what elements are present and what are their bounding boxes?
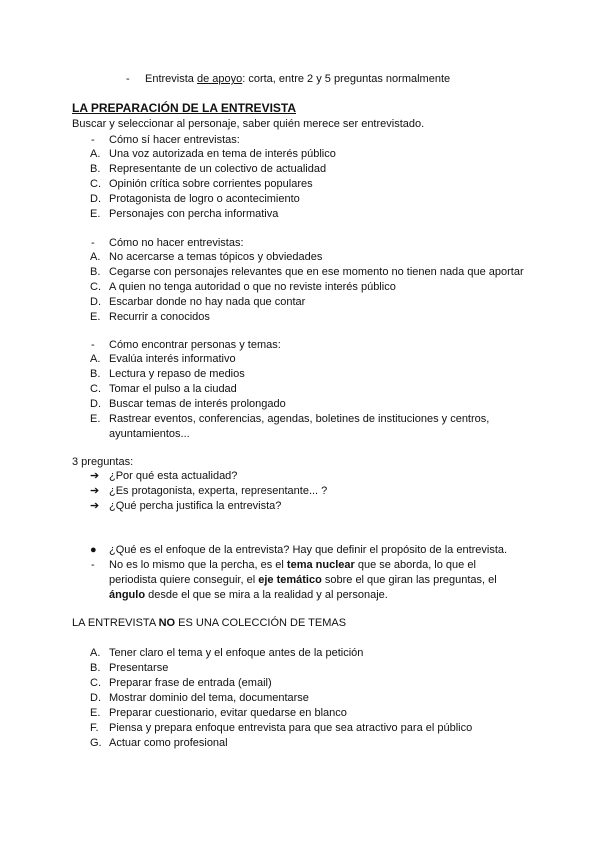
list-item: Lectura y repaso de medios xyxy=(109,368,245,380)
list-marker: ➔ xyxy=(90,470,100,482)
list-item: Tener claro el tema y el enfoque antes de la petición xyxy=(109,647,364,659)
list-item: No acercarse a temas tópicos y obviedades xyxy=(109,251,323,263)
focus-line-1: No es lo mismo que la percha, es el tema nuclear que se aborda, lo que el xyxy=(109,559,476,571)
list-item: Preparar cuestionario, evitar quedarse en blanco xyxy=(109,707,347,719)
list-marker: A. xyxy=(90,647,101,659)
focus-line-2: periodista quiere conseguir, el eje temático sobre el que giran las preguntas, el xyxy=(109,574,497,586)
list-marker: E. xyxy=(90,208,101,220)
list-item: Piensa y prepara enfoque entrevista para que sea atractivo para el público xyxy=(109,722,473,734)
list-marker: A. xyxy=(90,251,101,263)
list-marker: B. xyxy=(90,368,101,380)
how-not-header: Cómo no hacer entrevistas: xyxy=(109,237,244,249)
list-marker: C. xyxy=(90,677,101,689)
list-marker: E. xyxy=(90,311,101,323)
list-marker: - xyxy=(91,559,95,571)
how-find-header: Cómo encontrar personas y temas: xyxy=(109,339,281,351)
list-marker: C. xyxy=(90,281,101,293)
list-item: ¿Por qué esta actualidad? xyxy=(109,470,238,482)
list-item: Opinión crítica sobre corrientes populares xyxy=(109,178,313,190)
section-title: LA PREPARACIÓN DE LA ENTREVISTA xyxy=(72,101,297,115)
how-to-header: Cómo sí hacer entrevistas: xyxy=(109,134,240,146)
list-item: Presentarse xyxy=(109,662,169,674)
list-item: Escarbar donde no hay nada que contar xyxy=(109,296,306,308)
list-marker: A. xyxy=(90,353,101,365)
list-item: Cegarse con personajes relevantes que en ese momento no tienen nada que aportar xyxy=(109,266,524,278)
list-marker: - xyxy=(91,339,95,351)
list-item: Rastrear eventos, conferencias, agendas, boletines de instituciones y centros, xyxy=(109,413,490,425)
focus-line-3: ángulo desde el que se mira a la realidad y al personaje. xyxy=(109,589,388,601)
list-marker: D. xyxy=(90,692,101,704)
list-marker: - xyxy=(126,73,130,85)
list-marker: C. xyxy=(90,178,101,190)
top-item-text: Entrevista de apoyo: corta, entre 2 y 5 preguntas normalmente xyxy=(145,73,451,85)
list-item: A quien no tenga autoridad o que no reviste interés público xyxy=(109,281,396,293)
list-marker: G. xyxy=(90,737,102,749)
list-marker: ➔ xyxy=(90,485,100,497)
list-item-continuation: ayuntamientos... xyxy=(109,428,190,440)
bullet-icon: ● xyxy=(90,544,97,556)
list-item: Protagonista de logro o acontecimiento xyxy=(109,193,300,205)
list-item: Buscar temas de interés prolongado xyxy=(109,398,286,410)
list-marker: - xyxy=(91,237,95,249)
questions-header: 3 preguntas: xyxy=(72,456,134,468)
list-item: Tomar el pulso a la ciudad xyxy=(109,383,237,395)
list-marker: B. xyxy=(90,662,101,674)
list-marker: ➔ xyxy=(90,500,100,512)
list-item: Preparar frase de entrada (email) xyxy=(109,677,272,689)
list-marker: D. xyxy=(90,398,101,410)
list-marker: C. xyxy=(90,383,101,395)
list-item: Mostrar dominio del tema, documentarse xyxy=(109,692,309,704)
list-marker: D. xyxy=(90,296,101,308)
list-marker: A. xyxy=(90,148,101,160)
collection-heading: LA ENTREVISTA NO ES UNA COLECCIÓN DE TEMAS xyxy=(72,617,347,629)
list-item: Recurrir a conocidos xyxy=(109,311,210,323)
list-marker: B. xyxy=(90,266,101,278)
list-item: ¿Es protagonista, experta, representante... ? xyxy=(109,485,328,497)
list-item: Representante de un colectivo de actualidad xyxy=(109,163,327,175)
list-marker: - xyxy=(91,134,95,146)
list-item: ¿Qué percha justifica la entrevista? xyxy=(109,500,282,512)
list-marker: E. xyxy=(90,707,101,719)
list-item: Una voz autorizada en tema de interés público xyxy=(109,148,336,160)
list-item: Actuar como profesional xyxy=(109,737,228,749)
intro-text: Buscar y seleccionar al personaje, saber quién merece ser entrevistado. xyxy=(72,118,425,130)
focus-question: ¿Qué es el enfoque de la entrevista? Hay que definir el propósito de la entrevista. xyxy=(109,544,508,556)
list-item: Evalúa interés informativo xyxy=(109,353,236,365)
list-marker: D. xyxy=(90,193,101,205)
list-marker: E. xyxy=(90,413,101,425)
list-marker: B. xyxy=(90,163,101,175)
list-item: Personajes con percha informativa xyxy=(109,208,279,220)
list-marker: F. xyxy=(90,722,99,734)
